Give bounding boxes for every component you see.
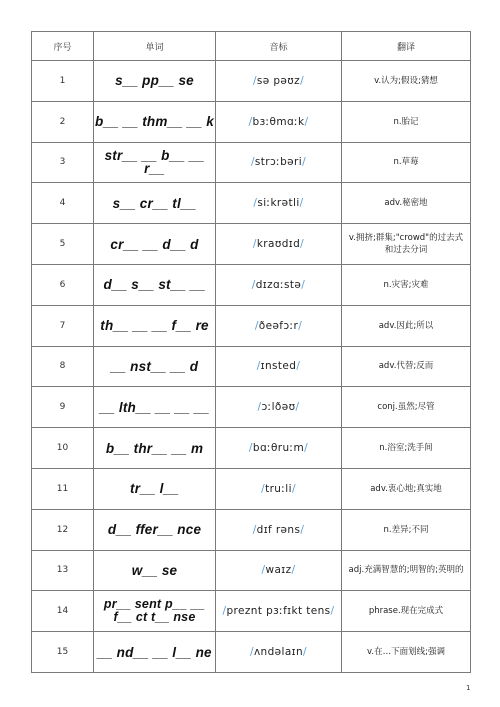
row-phonetic	[216, 305, 342, 346]
row-phonetic	[216, 632, 342, 673]
row-translation: adv.衷心地;真实地	[342, 468, 471, 509]
header-phonetic: 音标	[216, 32, 342, 61]
phonetic-slash-close: /	[302, 156, 307, 169]
phonetic-slash-close: /	[291, 482, 296, 495]
page-number: 1	[466, 684, 471, 692]
row-index: 3	[32, 142, 94, 183]
row-word-blanks: th__ __ __ f__ re	[94, 305, 216, 346]
phonetic-slash-open: /	[251, 278, 256, 291]
row-index: 6	[32, 264, 94, 305]
table-row	[32, 550, 471, 591]
phonetic-slash-open: /	[222, 605, 227, 618]
phonetic-text: bɜːθmɑːk	[252, 115, 305, 128]
row-translation: adv.代替;反而	[342, 346, 471, 387]
row-phonetic	[216, 591, 342, 632]
phonetic-text: ɪnsted	[260, 360, 297, 373]
row-word-blanks: d__ s__ st__ __	[94, 264, 216, 305]
row-index: 4	[32, 183, 94, 224]
phonetic-slash-open: /	[252, 238, 257, 251]
row-phonetic	[216, 224, 342, 265]
row-word-blanks: b__ __ thm__ __ k	[94, 101, 216, 142]
table-row	[32, 224, 471, 265]
phonetic-text: sə pəʊz	[256, 74, 301, 87]
phonetic-slash-close: /	[299, 197, 304, 210]
table-row	[32, 632, 471, 673]
row-translation: n.草莓	[342, 142, 471, 183]
row-translation: adj.充满智慧的;明智的;英明的	[342, 550, 471, 591]
row-translation: phrase.现在完成式	[342, 591, 471, 632]
phonetic-slash-close: /	[296, 360, 301, 373]
phonetic-text: ʌndəlaɪn	[253, 646, 304, 659]
row-word-blanks: pr__ sent p__ __ f__ ct t__ nse	[94, 591, 216, 632]
phonetic-slash-close: /	[304, 442, 309, 455]
phonetic-slash-close: /	[291, 564, 296, 577]
phonetic-text: dɪzɑːstə	[255, 278, 302, 291]
table-row	[32, 428, 471, 469]
row-phonetic	[216, 61, 342, 102]
phonetic-text: strɔːbəri	[254, 156, 303, 169]
row-translation: conj.虽然;尽管	[342, 387, 471, 428]
row-index: 9	[32, 387, 94, 428]
table-row	[32, 142, 471, 183]
phonetic-slash-close: /	[300, 238, 305, 251]
table-header-row	[32, 32, 471, 61]
row-index: 5	[32, 224, 94, 265]
row-word-blanks: w__ se	[94, 550, 216, 591]
row-index: 13	[32, 550, 94, 591]
row-phonetic	[216, 142, 342, 183]
row-word-blanks: d__ ffer__ nce	[94, 509, 216, 550]
table-row	[32, 387, 471, 428]
phonetic-slash-close: /	[301, 278, 306, 291]
phonetic-slash-open: /	[261, 482, 266, 495]
row-translation: n.灾害;灾难	[342, 264, 471, 305]
row-word-blanks: __ nst__ __ d	[94, 346, 216, 387]
row-phonetic	[216, 468, 342, 509]
table-row	[32, 468, 471, 509]
phonetic-slash-close: /	[303, 646, 307, 659]
row-phonetic	[216, 264, 342, 305]
phonetic-text: dɪf rəns	[256, 523, 301, 536]
phonetic-slash-close: /	[295, 401, 300, 414]
row-translation: n.胎记	[342, 101, 471, 142]
phonetic-slash-open: /	[253, 197, 258, 210]
row-index: 12	[32, 509, 94, 550]
table-row	[32, 591, 471, 632]
phonetic-slash-open: /	[248, 115, 253, 128]
phonetic-slash-close: /	[300, 74, 305, 87]
phonetic-slash-open: /	[252, 523, 257, 536]
phonetic-slash-close: /	[330, 605, 335, 618]
table-row	[32, 264, 471, 305]
row-index: 15	[32, 632, 94, 673]
phonetic-slash-open: /	[261, 564, 266, 577]
header-translation: 翻译	[342, 32, 471, 61]
row-translation: v.拥挤;群集;"crowd"的过去式和过去分词	[342, 224, 471, 265]
table-row	[32, 183, 471, 224]
table-row	[32, 61, 471, 102]
row-index: 8	[32, 346, 94, 387]
row-word-blanks: s__ cr__ tl__	[94, 183, 216, 224]
phonetic-slash-open: /	[252, 74, 257, 87]
vocabulary-worksheet	[31, 31, 470, 673]
row-translation: n.浴室;洗手间	[342, 428, 471, 469]
phonetic-text: ðeəfɔːr	[258, 319, 299, 332]
phonetic-text: preznt pɜːfɪkt tens	[226, 605, 331, 618]
phonetic-slash-open: /	[256, 360, 261, 373]
row-phonetic	[216, 550, 342, 591]
row-phonetic	[216, 346, 342, 387]
row-index: 2	[32, 101, 94, 142]
phonetic-slash-close: /	[304, 115, 309, 128]
phonetic-text: waɪz	[265, 564, 292, 577]
phonetic-slash-open: /	[248, 442, 253, 455]
header-word: 单词	[94, 32, 216, 61]
phonetic-slash-open: /	[249, 646, 254, 659]
phonetic-text: siːkrətli	[257, 197, 300, 210]
row-translation: v.认为;假设;猜想	[342, 61, 471, 102]
row-translation: v.在…下面划线;强调	[342, 632, 471, 673]
row-phonetic	[216, 428, 342, 469]
row-index: 11	[32, 468, 94, 509]
phonetic-text: ɔːlðəʊ	[261, 401, 296, 414]
row-translation: adv.秘密地	[342, 183, 471, 224]
phonetic-slash-close: /	[300, 523, 305, 536]
row-word-blanks: str__ __ b__ __ r__	[94, 142, 216, 183]
phonetic-slash-open: /	[257, 401, 262, 414]
row-word-blanks: b__ thr__ __ m	[94, 428, 216, 469]
row-translation: adv.因此;所以	[342, 305, 471, 346]
phonetic-text: bɑːθruːm	[252, 442, 305, 455]
row-word-blanks: s__ pp__ se	[94, 61, 216, 102]
row-word-blanks: tr__ l__	[94, 468, 216, 509]
row-translation: n.差异;不同	[342, 509, 471, 550]
table-row	[32, 509, 471, 550]
phonetic-slash-close: /	[298, 319, 303, 332]
header-index: 序号	[32, 32, 94, 61]
row-index: 7	[32, 305, 94, 346]
table-row	[32, 305, 471, 346]
row-word-blanks: __ nd__ __ l__ ne	[94, 632, 216, 673]
table-row	[32, 101, 471, 142]
phonetic-text: kraʊdɪd	[256, 238, 301, 251]
row-index: 1	[32, 61, 94, 102]
phonetic-slash-open: /	[254, 319, 259, 332]
row-phonetic	[216, 183, 342, 224]
phonetic-text: truːli	[265, 482, 292, 495]
row-phonetic	[216, 387, 342, 428]
row-index: 14	[32, 591, 94, 632]
phonetic-slash-open: /	[250, 156, 255, 169]
row-word-blanks: __ lth__ __ __ __	[94, 387, 216, 428]
table-row	[32, 346, 471, 387]
row-index: 10	[32, 428, 94, 469]
row-phonetic	[216, 509, 342, 550]
vocabulary-table	[31, 31, 471, 673]
row-word-blanks: cr__ __ d__ d	[94, 224, 216, 265]
row-phonetic	[216, 101, 342, 142]
